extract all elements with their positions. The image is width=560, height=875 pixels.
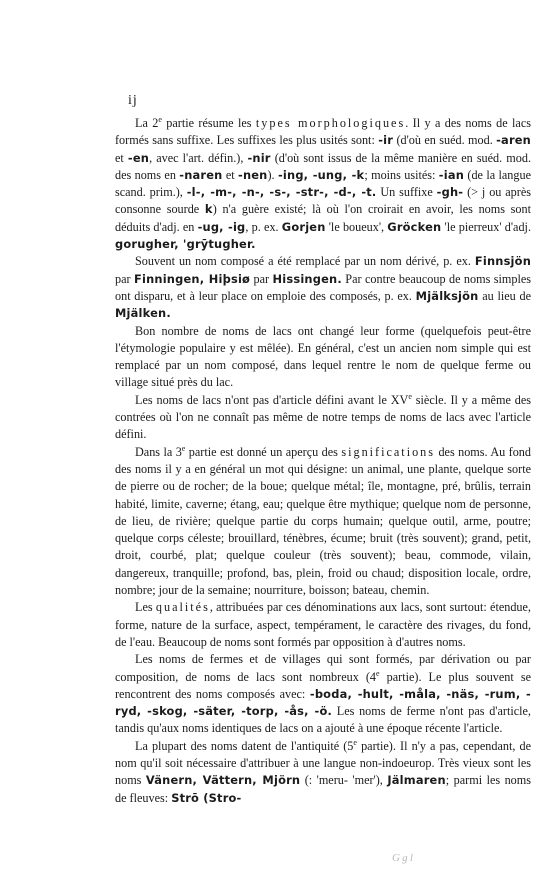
bold-term: -en <box>127 150 150 165</box>
text-run: , attribuées par ces dénominations aux lacs, sont surtout: étendue, forme, nature de la surface, aspect, tempérament, le caractère des rivages, du fond, de l'eau. Beaucoup de noms sont formés par opposition à d'autres noms. <box>115 600 531 649</box>
bold-term: Gorjen <box>281 219 326 234</box>
text-run: (: 'meru- 'mer'), <box>300 773 388 788</box>
text-run: siècle. Il y a même des contrées où l'on ne connaît pas même de notre temps de noms de lacs avec l'article défini. <box>115 392 531 442</box>
superscript: e <box>353 737 357 747</box>
text-run: Les noms de ferme n'ont pas d'article, tandis qu'aux noms identiques de lacs on a ajouté à une époque récente l'article. <box>115 704 531 736</box>
text-run: La plupart des noms datent de l'antiquité (5 <box>135 738 354 753</box>
superscript: e <box>408 391 412 401</box>
text-run: partie). Le plus souvent se rencontrent des noms composés avec: <box>115 669 531 701</box>
bold-term: Mjälksjön <box>415 288 479 303</box>
paragraph-p5 <box>115 444 531 600</box>
text-run: partie est donné un aperçu des <box>185 444 342 459</box>
text-run: et <box>222 167 239 182</box>
text-run: , avec l'art. défin.), <box>149 150 248 165</box>
bold-term: -ir <box>378 133 394 148</box>
bold-term: -nir <box>247 150 271 165</box>
text-run: 'le boueux', <box>325 219 388 234</box>
superscript: e <box>158 114 162 124</box>
text-run: des noms. Au fond des noms il y a en général un mot qui désigne: un animal, une plante, quelque sorte de pierre ou de rocher; de la boue; quelque métal; île, montagne, pré, brûlis, terrain habité, limite, caverne; étang, eau; quelque être mythique; quelque nom de personne, de lieu, de rivière; quelque partie du corps humain; quelque outil, arme, poutre; quelque corps céleste; brouillard, ténèbres, écume; bruit (très souvent); grand, petit, droit, courbé, plat; quelque couleur (très souvent); beau, commode, vilain, dangereux, tranquille; profond, bas, plein, froid ou chaud; disposition locale, ordre, nombre; jour de la semaine; nourriture, boisson; bateau, chemin. <box>115 444 531 598</box>
spaced-emphasis: types morphologiques <box>255 116 406 130</box>
text-run: . Il y a des noms de lacs formés sans suffixe. Les suffixes les plus usités sont: <box>115 116 531 148</box>
text-run: 'le pierreux' d'adj. <box>441 219 531 234</box>
superscript: e <box>376 668 380 678</box>
body-text <box>115 115 531 807</box>
text-run: (d'où sont issus de la même manière en suéd. mod. des noms en <box>115 150 532 182</box>
text-run: Dans la 3 <box>135 444 182 459</box>
bold-term: Vänern, Vättern, Mjörn <box>145 773 301 788</box>
paragraph-p7 <box>115 651 531 737</box>
paragraph-p4 <box>115 392 531 444</box>
text-run: ; moins usités: <box>364 167 439 182</box>
text-run: par <box>115 271 134 286</box>
text-run: au lieu de <box>478 288 531 303</box>
text-run: Par contre beaucoup de noms simples ont disparu, et à leur place on emploie des composés, p. ex. <box>115 271 532 303</box>
bold-term: Finnsjön <box>474 254 531 269</box>
bold-term: -ug, -ig <box>197 219 246 234</box>
bold-term: -ing, -ung, -k <box>277 167 365 182</box>
bold-term: Hissingen. <box>272 271 342 286</box>
bold-term: gorugher, 'grȳtugher. <box>115 237 256 252</box>
bold-term: -ian <box>438 167 465 182</box>
scan-watermark: G g l <box>392 852 413 864</box>
spaced-emphasis: qualités <box>155 600 210 615</box>
bold-term: -boda, -hult, -måla, -näs, -rum, -ryd, -skog, -säter, -torp, -ås, -ö. <box>115 686 531 719</box>
bold-term: -nen <box>238 167 268 182</box>
bold-term: -naren <box>179 167 223 182</box>
bold-term: -l-, -m-, -n-, -s-, -str-, -d-, -t. <box>186 185 377 200</box>
text-run: Bon nombre de noms de lacs ont changé leur forme (quelquefois peut-être l'étymologie populaire y est mêlée). En général, c'est un ancien nom simple qui est remplacé par un nom composé, dans lequel rentre le nom de quelque ferme ou village situé près du lac. <box>115 323 531 390</box>
text-run: ; parmi les noms de fleuves: <box>115 773 531 805</box>
bold-term: Jälmaren <box>387 773 446 788</box>
bold-term: Strō (Stro- <box>171 790 242 805</box>
text-run: Souvent un nom composé a été remplacé par un nom dérivé, p. ex. <box>135 254 475 269</box>
text-run: ). <box>267 167 278 182</box>
text-run: Les noms de lacs n'ont pas d'article défini avant le XV <box>135 392 409 407</box>
paragraph-p2 <box>115 253 531 322</box>
paragraph-p8 <box>115 738 531 807</box>
spaced-emphasis: significations <box>341 444 436 459</box>
bold-term: k <box>204 202 213 217</box>
paragraph-p3 <box>115 323 531 392</box>
text-run: Les <box>135 600 156 615</box>
text-run: (de la langue scand. prim.), <box>115 167 531 200</box>
superscript: e <box>181 443 186 453</box>
bold-term: Finningen, Hiþsiø <box>134 271 251 286</box>
text-run: (> j ou après consonne sourde <box>115 185 531 217</box>
bold-term: -gh- <box>436 185 464 200</box>
text-run: par <box>250 271 273 286</box>
paragraph-p6 <box>115 599 531 651</box>
text-run: La 2 <box>135 116 159 130</box>
text-run: partie résume les <box>161 116 256 130</box>
page-number: ij <box>128 93 138 108</box>
text-run: Les noms de fermes et de villages qui sont formés, par dérivation ou par composition, de noms de lacs sont nombreux (4 <box>115 652 531 684</box>
paragraph-p1 <box>115 115 531 253</box>
bold-term: Mjälken. <box>115 306 171 321</box>
bold-term: Gröcken <box>387 219 442 234</box>
bold-term: -aren <box>496 133 531 148</box>
text-run: Un suffixe <box>376 185 437 200</box>
text-run: et <box>115 150 128 165</box>
text-run: (d'où en suéd. mod. <box>393 133 497 148</box>
text-run: partie). Il n'y a pas, cependant, de nom qu'il soit nécessaire d'attribuer à une langue non-indoeurop. Très vieux sont les noms <box>115 738 531 788</box>
text-run: ) n'a guère existé; là où l'on croirait en avoir, les noms sont déduits d'adj. en <box>115 202 531 234</box>
text-run: , p. ex. <box>245 219 282 234</box>
